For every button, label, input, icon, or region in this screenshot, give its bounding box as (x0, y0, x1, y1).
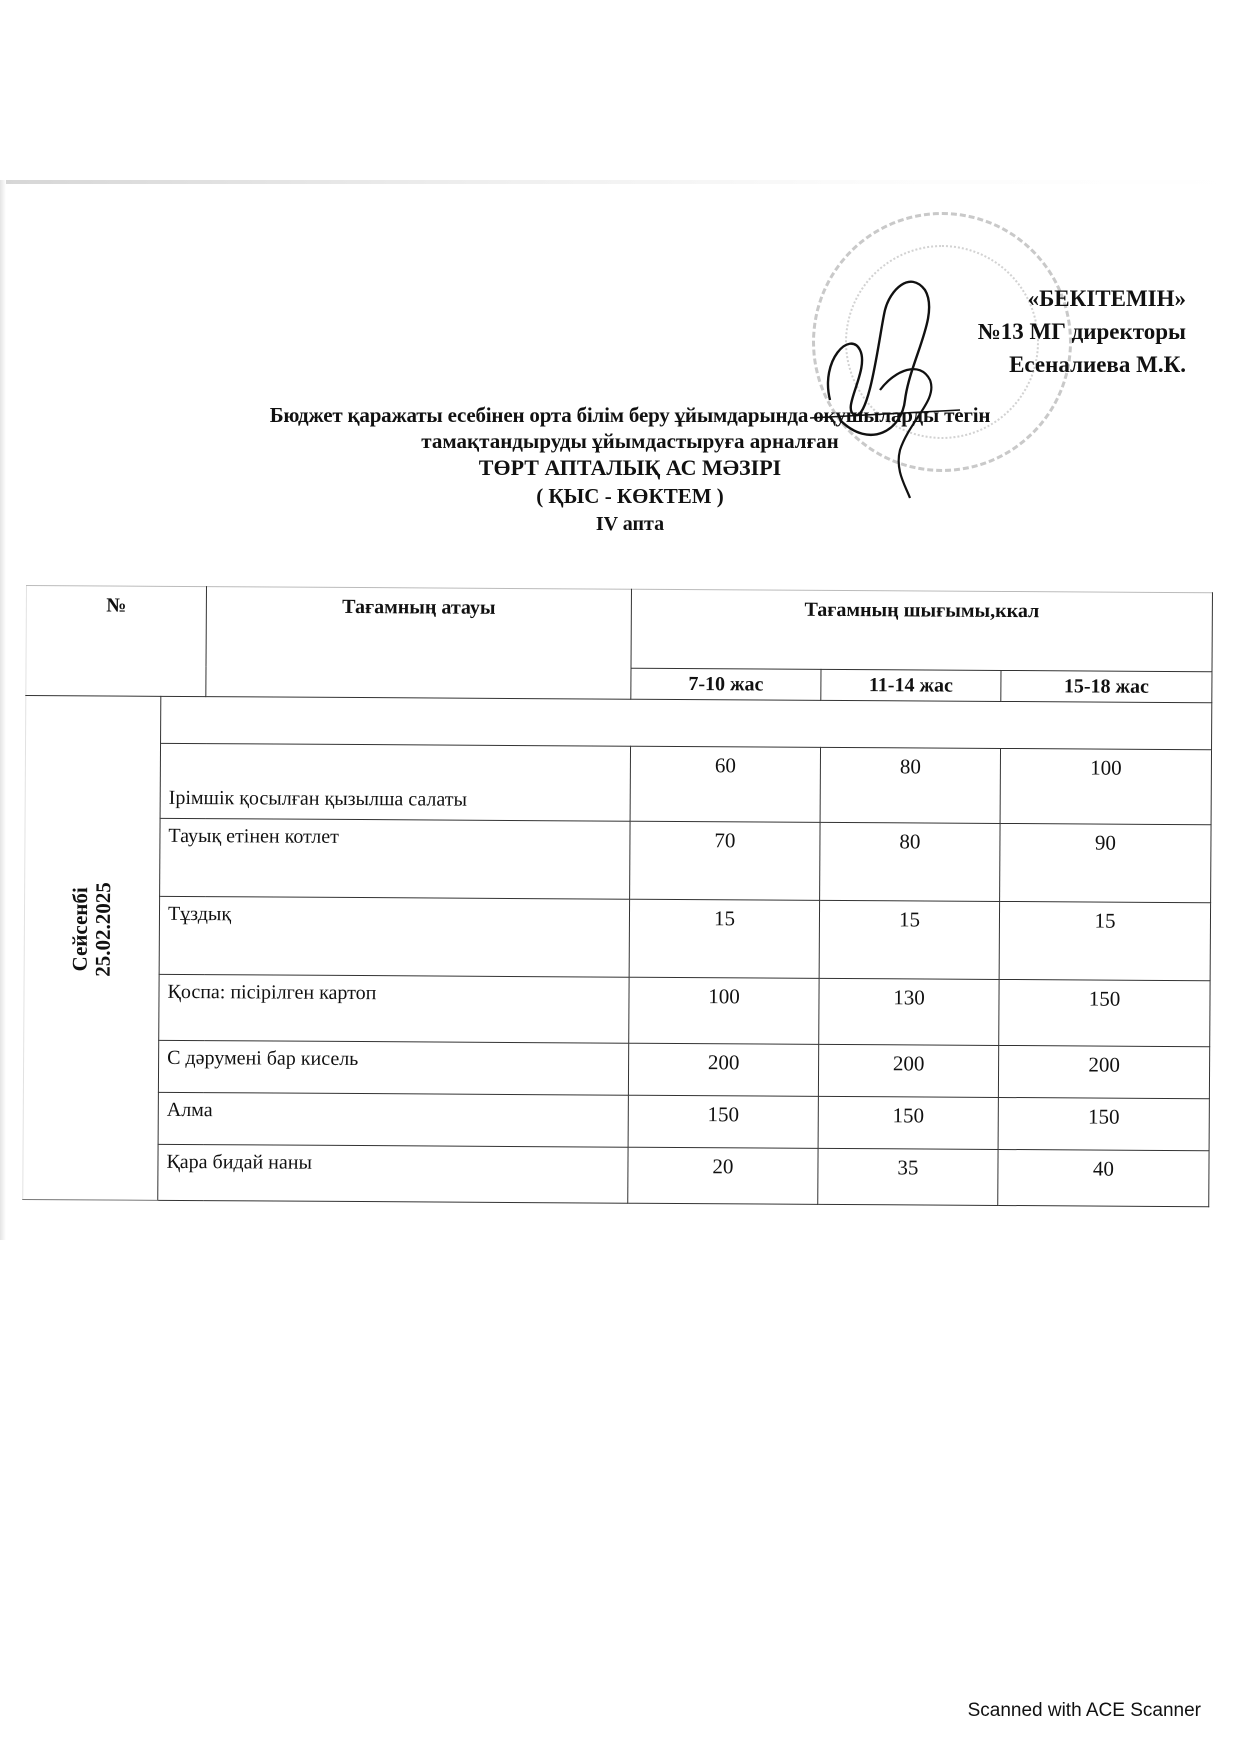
kcal-11-14: 15 (819, 900, 999, 979)
table-row (25, 817, 1211, 902)
kcal-7-10: 200 (628, 1043, 818, 1096)
kcal-15-18: 90 (1000, 823, 1211, 902)
title-line-2: тамақтандыруды ұйымдастыруға арналған (421, 429, 839, 453)
kcal-15-18: 15 (999, 901, 1210, 980)
approval-name: Есеналиева М.К. (1009, 352, 1186, 377)
table-row (23, 1143, 1209, 1206)
day-weekday: Сейсенбі (67, 887, 93, 972)
kcal-11-14: 80 (820, 747, 1000, 823)
header-number: № (26, 586, 207, 697)
dish-name: Қоспа: пісірілген картоп (159, 974, 629, 1043)
table-row (23, 1039, 1209, 1098)
empty-cell (161, 696, 1212, 749)
header-age-7-10: 7-10 жас (631, 668, 821, 700)
approval-block (978, 282, 1186, 381)
table-row (25, 743, 1211, 825)
day-cell (23, 696, 161, 1201)
document-title (130, 402, 1130, 538)
kcal-11-14: 35 (818, 1148, 998, 1205)
approval-heading: «БЕКІТЕМІН» (1027, 286, 1186, 311)
table-row (24, 973, 1210, 1046)
day-label (69, 882, 116, 977)
kcal-7-10: 150 (628, 1095, 818, 1148)
dish-name: Алма (158, 1092, 628, 1147)
day-date: 25.02.2025 (90, 882, 116, 977)
kcal-11-14: 200 (818, 1044, 998, 1097)
table-row (23, 1091, 1209, 1150)
header-age-11-14: 11-14 жас (821, 669, 1001, 701)
approval-position: №13 МГ директоры (977, 319, 1186, 344)
kcal-15-18: 100 (1000, 748, 1211, 824)
kcal-7-10: 100 (629, 977, 819, 1044)
kcal-11-14: 130 (819, 978, 999, 1045)
dish-name: Тұздық (159, 896, 629, 977)
kcal-15-18: 200 (998, 1045, 1209, 1098)
dish-name: Ірімшік қосылған қызылша салаты (160, 743, 630, 821)
header-age-15-18: 15-18 жас (1001, 670, 1212, 702)
header-dish-name: Тағамның атауы (206, 587, 632, 700)
kcal-11-14: 80 (820, 822, 1000, 901)
scanner-watermark: Scanned with ACE Scanner (967, 1700, 1201, 1721)
kcal-7-10: 15 (629, 899, 819, 978)
header-output-kcal: Тағамның шығымы,ккал (631, 589, 1212, 672)
kcal-7-10: 70 (630, 821, 820, 900)
kcal-15-18: 150 (998, 1097, 1209, 1150)
dish-name: Қара бидай наны (158, 1144, 628, 1203)
kcal-15-18: 150 (999, 979, 1210, 1046)
table-row-empty (26, 696, 1212, 750)
title-week: IV апта (595, 513, 665, 535)
table-row (24, 895, 1210, 980)
kcal-15-18: 40 (998, 1149, 1209, 1206)
dish-name: Тауық етінен котлет (160, 818, 630, 899)
scan-page-edge (0, 180, 1241, 184)
dish-name: С дәрумені бар кисель (158, 1040, 628, 1095)
kcal-7-10: 20 (628, 1147, 818, 1204)
title-menu-heading: ТӨРТ АПТАЛЫҚ АС МӘЗІРІ (478, 455, 782, 480)
table-header-row (26, 586, 1212, 672)
kcal-11-14: 150 (818, 1096, 998, 1149)
title-season: ( ҚЫС - КӨКТЕМ ) (536, 484, 724, 508)
menu-table (22, 585, 1213, 1207)
kcal-7-10: 60 (630, 746, 820, 822)
title-line-1: Бюджет қаражаты есебінен орта білім беру ұйымдарында оқушыларды тегін (269, 403, 991, 427)
scan-page-left-edge (0, 180, 6, 1240)
